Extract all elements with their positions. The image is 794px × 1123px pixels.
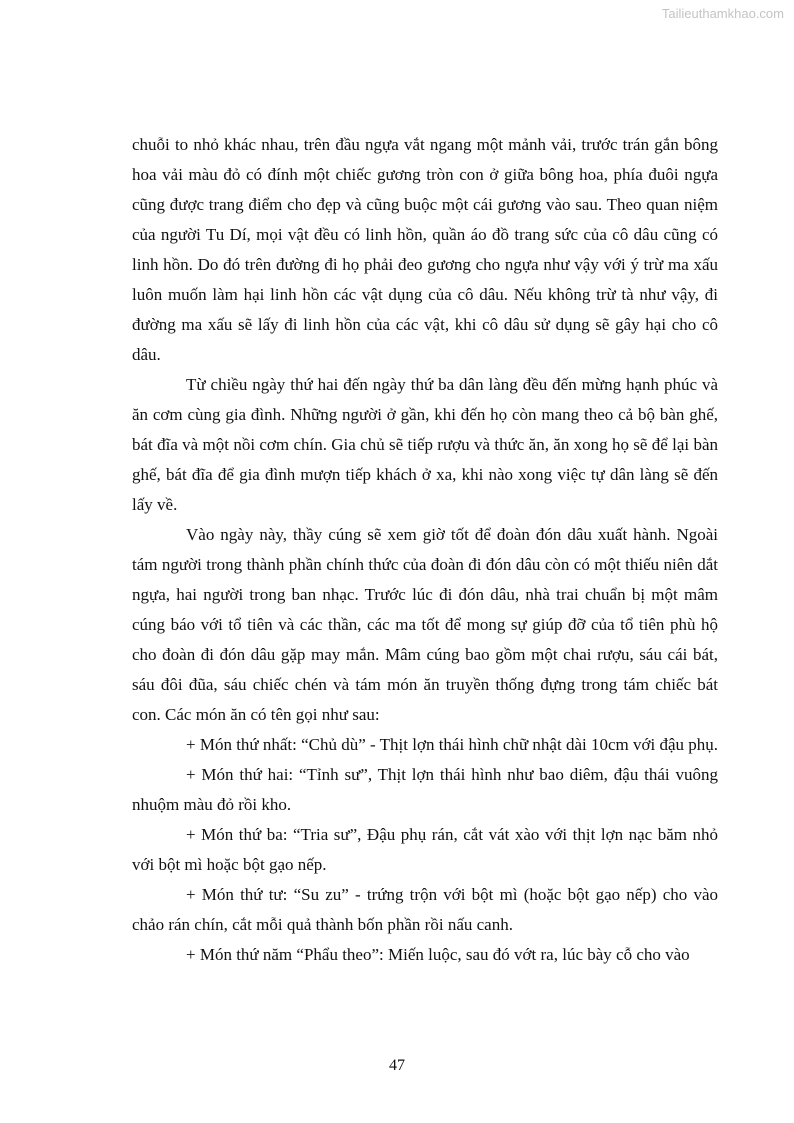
paragraph-3: Vào ngày này, thầy cúng sẽ xem giờ tốt để đoàn đón dâu xuất hành. Ngoài tám người trong thành phần chính thức của đoàn đi đón dâu còn có một thiếu niên dắt ngựa, hai người trong ban nhạc. Trước lúc đi đón dâu, nhà trai chuẩn bị một mâm cúng báo với tổ tiên và các thần, các ma tốt để mong sự giúp đỡ của tổ tiên phù hộ cho đoàn đi đón dâu gặp may mắn. Mâm cúng bao gồm một chai rượu, sáu cái bát, sáu đôi đũa, sáu chiếc chén và tám món ăn truyền thống đựng trong tám chiếc bát con. Các món ăn có tên gọi như sau: bbox=[132, 525, 718, 724]
paragraph-1: chuỗi to nhỏ khác nhau, trên đầu ngựa vắt ngang một mảnh vải, trước trán gắn bông hoa vải màu đỏ có đính một chiếc gương tròn con ở giữa bông hoa, phía đuôi ngựa cũng được trang điểm cho đẹp và cũng buộc một cái gương vào sau. Theo quan niệm của người Tu Dí, mọi vật đều có linh hồn, quần áo đồ trang sức của cô dâu cũng có linh hồn. Do đó trên đường đi họ phải đeo gương cho ngựa như vậy với ý trừ ma xấu luôn muốn làm hại linh hồn các vật dụng của cô dâu. Nếu không trừ tà như vậy, đi đường ma xấu sẽ lấy đi linh hồn của các vật, khi cô dâu sử dụng sẽ gây hại cho cô dâu. bbox=[132, 135, 718, 364]
list-item-dish-2: + Món thứ hai: “Tỉnh sư”, Thịt lợn thái hình như bao diêm, đậu thái vuông nhuộm màu đỏ rồi kho. bbox=[132, 765, 718, 814]
page-number: 47 bbox=[389, 1057, 405, 1074]
watermark: Tailieuthamkhao.com bbox=[661, 6, 784, 21]
list-item-dish-1: + Món thứ nhất: “Chủ dù” - Thịt lợn thái hình chữ nhật dài 10cm với đậu phụ. bbox=[186, 735, 718, 754]
document-body bbox=[132, 130, 718, 970]
list-item-dish-5: + Món thứ năm “Phẩu theo”: Miến luộc, sau đó vớt ra, lúc bày cỗ cho vào bbox=[186, 945, 690, 964]
list-item-dish-3: + Món thứ ba: “Tria sư”, Đậu phụ rán, cắt vát xào với thịt lợn nạc băm nhỏ với bột mì hoặc bột gạo nếp. bbox=[132, 825, 718, 874]
list-item-dish-4: + Món thứ tư: “Su zu” - trứng trộn với bột mì (hoặc bột gạo nếp) cho vào chảo rán chín, cắt mỗi quả thành bốn phần rồi nấu canh. bbox=[132, 885, 718, 934]
paragraph-2: Từ chiều ngày thứ hai đến ngày thứ ba dân làng đều đến mừng hạnh phúc và ăn cơm cùng gia đình. Những người ở gần, khi đến họ còn mang theo cả bộ bàn ghế, bát đĩa và một nồi cơm chín. Gia chủ sẽ tiếp rượu và thức ăn, ăn xong họ sẽ để lại bàn ghế, bát đĩa để gia đình mượn tiếp khách ở xa, khi nào xong việc tự dân làng sẽ đến lấy về. bbox=[132, 375, 718, 514]
